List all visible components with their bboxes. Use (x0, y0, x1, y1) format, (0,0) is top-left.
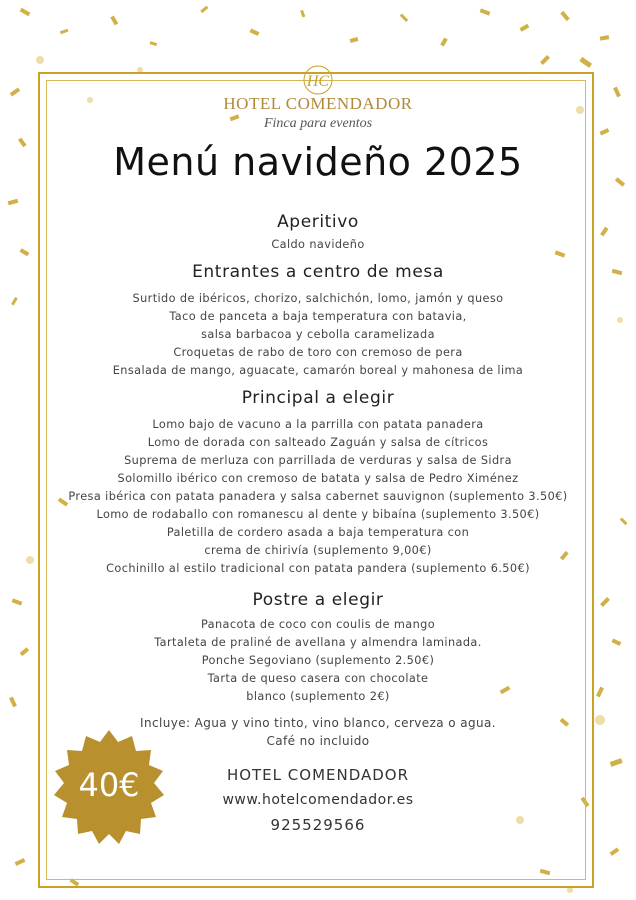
menu-item: Caldo navideño (271, 238, 365, 251)
section-title: Aperitivo (277, 212, 359, 232)
footer-phone[interactable]: 925529566 (270, 816, 366, 834)
menu-item: Paletilla de cordero asada a baja temperatura con (166, 526, 470, 539)
menu-item: Suprema de merluza con parrillada de verduras y salsa de Sidra (124, 454, 512, 467)
section-aperitivo (0, 212, 636, 254)
menu-item: Panacota de coco con coulis de mango (200, 618, 436, 631)
menu-item: Ensalada de mango, aguacate, camarón boreal y mahonesa de lima (112, 364, 524, 377)
footer-website[interactable]: www.hotelcomendador.es (222, 792, 414, 808)
section-title: Postre a elegir (252, 590, 384, 610)
menu-item: Surtido de ibéricos, chorizo, salchichón, lomo, jamón y queso (132, 292, 504, 305)
menu-item: Ponche Segoviano (suplemento 2.50€) (201, 654, 435, 667)
menu-item: Lomo de rodaballo con romanescu al dente y bibaína (suplemento 3.50€) (96, 508, 540, 521)
footer-hotel-name: HOTEL COMENDADOR (226, 766, 410, 784)
menu-item: blanco (suplemento 2€) (246, 690, 390, 703)
monogram-text: HC (306, 73, 330, 90)
section-entrantes (0, 262, 636, 380)
section-title: Principal a elegir (241, 388, 395, 408)
menu-item: Lomo bajo de vacuno a la parrilla con patata panadera (152, 418, 484, 431)
menu-item: Tarta de queso casera con chocolate (207, 672, 429, 685)
section-title: Entrantes a centro de mesa (192, 262, 444, 282)
price-label: 40€ (78, 766, 140, 804)
menu-item: Lomo de dorada con salteado Zaguán y salsa de cítricos (147, 436, 489, 449)
menu-title: Menú navideño 2025 (113, 140, 523, 184)
includes-line: Café no incluido (266, 734, 370, 748)
includes-line: Incluye: Agua y vino tinto, vino blanco, cerveza o agua. (140, 716, 496, 730)
menu-item: Taco de panceta a baja temperatura con batavia, (169, 310, 467, 323)
menu-item: crema de chirivía (suplemento 9,00€) (204, 544, 432, 557)
menu-item: salsa barbacoa y cebolla caramelizada (201, 328, 435, 341)
menu-item: Solomillo ibérico con cremoso de batata y salsa de Pedro Ximénez (117, 472, 519, 485)
menu-item: Croquetas de rabo de toro con cremoso de pera (173, 346, 463, 359)
section-principal (0, 388, 636, 578)
menu-item: Presa ibérica con patata panadera y salsa cabernet sauvignon (suplemento 3.50€) (68, 490, 568, 503)
tagline: Finca para eventos (263, 116, 373, 131)
menu-item: Cochinillo al estilo tradicional con patata pandera (suplemento 6.50€) (106, 562, 530, 575)
menu-item: Tartaleta de praliné de avellana y almendra laminada. (154, 636, 482, 649)
section-postre (0, 590, 636, 706)
hotel-name: HOTEL COMENDADOR (223, 94, 413, 113)
